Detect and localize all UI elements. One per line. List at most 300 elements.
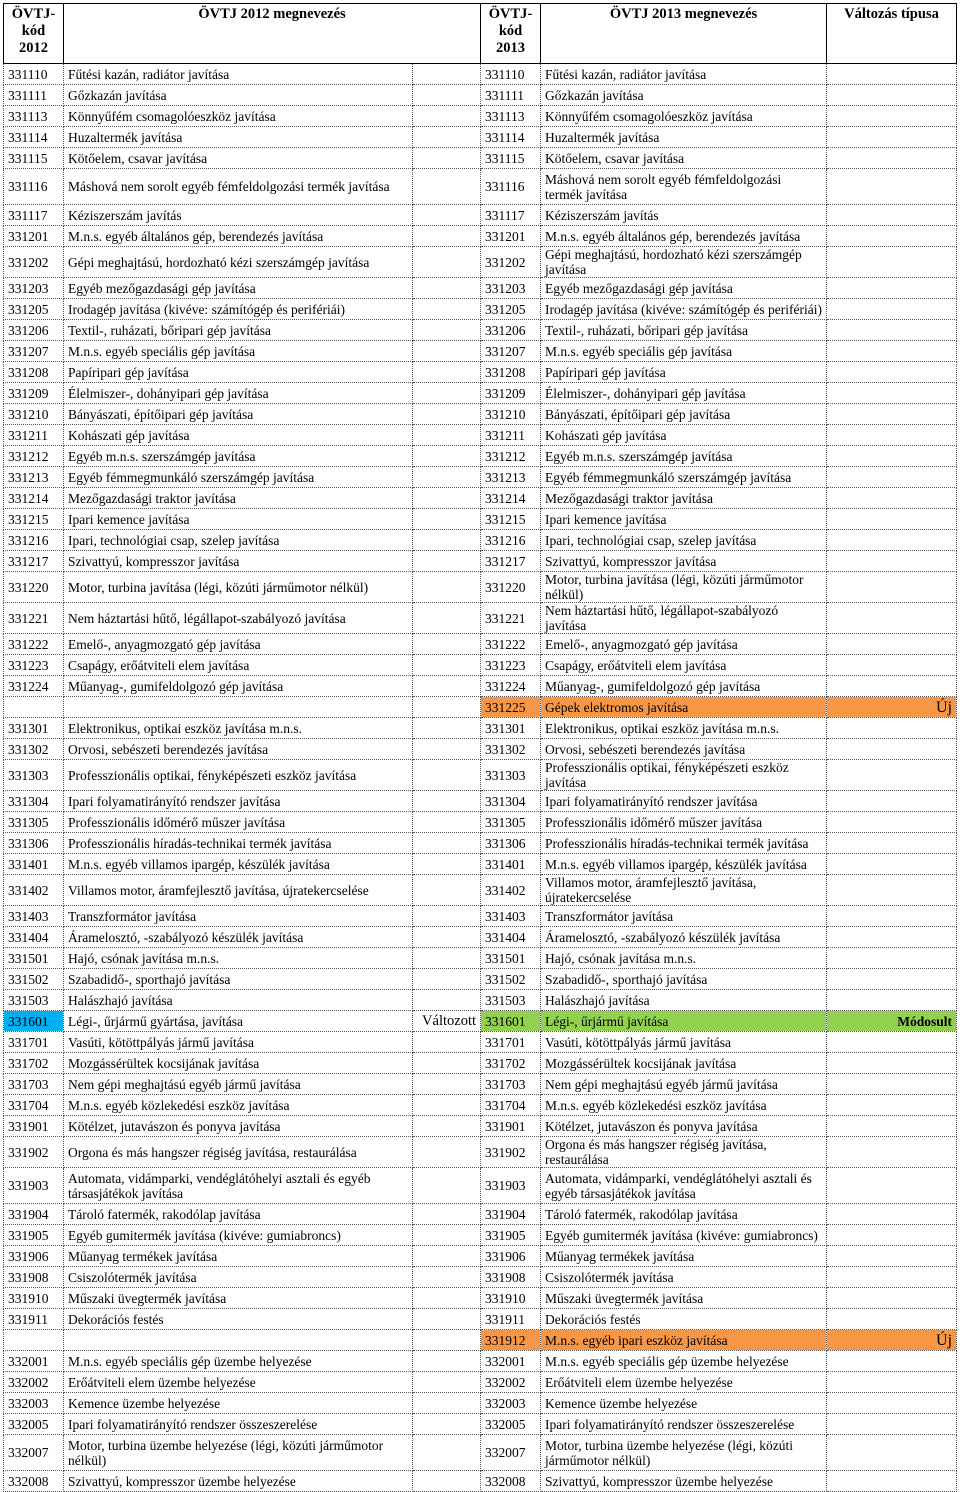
- code-2012-cell: 331502: [4, 969, 64, 990]
- table-row: [4, 551, 957, 572]
- name-2012-cell: Mezőgazdasági traktor javítása: [64, 488, 413, 509]
- code-2013-cell: 331222: [481, 634, 541, 655]
- name-2013-cell: Automata, vidámparki, vendéglátóhelyi asztali és egyéb társasjátékok javítása: [541, 1168, 827, 1204]
- name-2012-cell: [64, 1330, 413, 1351]
- change-type-cell: [827, 739, 957, 760]
- code-2013-cell: 331116: [481, 169, 541, 205]
- code-2012-cell: 331904: [4, 1204, 64, 1225]
- change-type-cell: [827, 1204, 957, 1225]
- code-2012-cell: 331206: [4, 320, 64, 341]
- code-2012-cell: 332008: [4, 1471, 64, 1492]
- change-2012-cell: [413, 1309, 481, 1330]
- table-row: [4, 969, 957, 990]
- name-2012-cell: Műanyag-, gumifeldolgozó gép javítása: [64, 676, 413, 697]
- code-2013-cell: 331217: [481, 551, 541, 572]
- change-type-cell: [827, 488, 957, 509]
- code-2013-cell: 331114: [481, 127, 541, 148]
- name-2012-cell: Vasúti, kötöttpályás jármű javítása: [64, 1032, 413, 1053]
- code-2012-cell: 331209: [4, 383, 64, 404]
- change-2012-cell: Változott: [413, 1011, 481, 1032]
- name-2012-cell: Transzformátor javítása: [64, 906, 413, 927]
- code-2012-cell: 331301: [4, 718, 64, 739]
- code-2012-cell: 331203: [4, 278, 64, 299]
- code-2012-cell: 331116: [4, 169, 64, 205]
- table-row: [4, 488, 957, 509]
- name-2013-cell: M.n.s. egyéb közlekedési eszköz javítása: [541, 1095, 827, 1116]
- table-row: [4, 106, 957, 127]
- change-2012-cell: [413, 969, 481, 990]
- table-row: [4, 676, 957, 697]
- change-type-cell: [827, 969, 957, 990]
- name-2013-cell: Egyéb mezőgazdasági gép javítása: [541, 278, 827, 299]
- name-2013-cell: Halászhajó javítása: [541, 990, 827, 1011]
- table-row: [4, 1435, 957, 1471]
- name-2013-cell: Erőátviteli elem üzembe helyezése: [541, 1372, 827, 1393]
- code-2013-cell: 331214: [481, 488, 541, 509]
- name-2012-cell: Áramelosztó, -szabályozó készülék javítása: [64, 927, 413, 948]
- table-row: [4, 299, 957, 320]
- change-2012-cell: [413, 1074, 481, 1095]
- table-row: [4, 1246, 957, 1267]
- name-2013-cell: Textil-, ruházati, bőripari gép javítása: [541, 320, 827, 341]
- name-2012-cell: Ipari, technológiai csap, szelep javítása: [64, 530, 413, 551]
- name-2012-cell: Erőátviteli elem üzembe helyezése: [64, 1372, 413, 1393]
- change-2012-cell: [413, 833, 481, 854]
- header-code-2013: ÖVTJ-kód 2013: [481, 4, 541, 64]
- name-2012-cell: Automata, vidámparki, vendéglátóhelyi asztali és egyéb társasjátékok javítása: [64, 1168, 413, 1204]
- change-2012-cell: [413, 1414, 481, 1435]
- code-2012-cell: 331302: [4, 739, 64, 760]
- name-2012-cell: Nem gépi meghajtású egyéb jármű javítása: [64, 1074, 413, 1095]
- table-row: [4, 1351, 957, 1372]
- code-2012-cell: 331216: [4, 530, 64, 551]
- code-2012-cell: 331903: [4, 1168, 64, 1204]
- table-row: [4, 1288, 957, 1309]
- change-type-cell: [827, 1393, 957, 1414]
- change-2012-cell: [413, 1246, 481, 1267]
- name-2012-cell: Papíripari gép javítása: [64, 362, 413, 383]
- name-2013-cell: M.n.s. egyéb speciális gép javítása: [541, 341, 827, 362]
- name-2013-cell: Szabadidő-, sporthajó javítása: [541, 969, 827, 990]
- table-row: [4, 990, 957, 1011]
- change-type-cell: [827, 854, 957, 875]
- change-2012-cell: [413, 1116, 481, 1137]
- name-2013-cell: Gépi meghajtású, hordozható kézi szerszámgép javítása: [541, 247, 827, 278]
- table-row: [4, 404, 957, 425]
- code-2013-cell: 331212: [481, 446, 541, 467]
- code-2013-cell: 331903: [481, 1168, 541, 1204]
- table-row: [4, 530, 957, 551]
- code-2012-cell: 331906: [4, 1246, 64, 1267]
- code-2012-cell: 331703: [4, 1074, 64, 1095]
- change-type-cell: [827, 169, 957, 205]
- name-2012-cell: Csapágy, erőátviteli elem javítása: [64, 655, 413, 676]
- name-2012-cell: Gépi meghajtású, hordozható kézi szerszámgép javítása: [64, 247, 413, 278]
- change-2012-cell: [413, 760, 481, 791]
- change-2012-cell: [413, 718, 481, 739]
- code-2012-cell: 331303: [4, 760, 64, 791]
- name-2013-cell: Professzionális időmérő műszer javítása: [541, 812, 827, 833]
- change-2012-cell: [413, 990, 481, 1011]
- change-2012-cell: [413, 739, 481, 760]
- name-2013-cell: Orvosi, sebészeti berendezés javítása: [541, 739, 827, 760]
- table-row: [4, 718, 957, 739]
- name-2012-cell: Ipari folyamatirányító rendszer összeszerelése: [64, 1414, 413, 1435]
- change-2012-cell: [413, 1351, 481, 1372]
- change-type-cell: [827, 791, 957, 812]
- code-2012-cell: 331212: [4, 446, 64, 467]
- code-2012-cell: [4, 1330, 64, 1351]
- change-type-cell: [827, 247, 957, 278]
- table-row: [4, 320, 957, 341]
- change-type-cell: [827, 148, 957, 169]
- name-2012-cell: Orvosi, sebészeti berendezés javítása: [64, 739, 413, 760]
- name-2013-cell: Áramelosztó, -szabályozó készülék javítása: [541, 927, 827, 948]
- table-row: [4, 603, 957, 634]
- code-2013-cell: 331111: [481, 85, 541, 106]
- code-2013-cell: 331703: [481, 1074, 541, 1095]
- name-2012-cell: Professzionális időmérő műszer javítása: [64, 812, 413, 833]
- code-2012-cell: 332003: [4, 1393, 64, 1414]
- change-2012-cell: [413, 603, 481, 634]
- name-2012-cell: Gőzkazán javítása: [64, 85, 413, 106]
- code-2013-cell: 331904: [481, 1204, 541, 1225]
- name-2012-cell: Mozgássérültek kocsijának javítása: [64, 1053, 413, 1074]
- code-2013-cell: 331503: [481, 990, 541, 1011]
- code-2012-cell: 331501: [4, 948, 64, 969]
- code-2013-cell: 331203: [481, 278, 541, 299]
- code-2012-cell: 331701: [4, 1032, 64, 1053]
- change-2012-cell: [413, 791, 481, 812]
- table-row: [4, 1204, 957, 1225]
- code-2012-cell: 331401: [4, 854, 64, 875]
- code-2013-cell: 332005: [481, 1414, 541, 1435]
- code-2013-cell: 331502: [481, 969, 541, 990]
- change-2012-cell: [413, 676, 481, 697]
- code-2012-cell: 331115: [4, 148, 64, 169]
- code-2013-cell: 331302: [481, 739, 541, 760]
- name-2013-cell: Műanyag-, gumifeldolgozó gép javítása: [541, 676, 827, 697]
- code-2013-cell: 332003: [481, 1393, 541, 1414]
- name-2013-cell: Légi-, űrjármű javítása: [541, 1011, 827, 1032]
- code-2012-cell: 331306: [4, 833, 64, 854]
- code-2012-cell: 331911: [4, 1309, 64, 1330]
- name-2013-cell: Kohászati gép javítása: [541, 425, 827, 446]
- name-2013-cell: Ipari folyamatirányító rendszer javítása: [541, 791, 827, 812]
- code-2013-cell: 331403: [481, 906, 541, 927]
- code-2013-cell: 331905: [481, 1225, 541, 1246]
- code-2012-cell: 331905: [4, 1225, 64, 1246]
- table-row: [4, 1032, 957, 1053]
- change-type-cell: [827, 1267, 957, 1288]
- code-2013-cell: 331206: [481, 320, 541, 341]
- name-2013-cell: Bányászati, építőipari gép javítása: [541, 404, 827, 425]
- change-type-cell: [827, 1414, 957, 1435]
- name-2012-cell: M.n.s. egyéb közlekedési eszköz javítása: [64, 1095, 413, 1116]
- name-2013-cell: Élelmiszer-, dohányipari gép javítása: [541, 383, 827, 404]
- change-type-cell: [827, 362, 957, 383]
- table-row: [4, 634, 957, 655]
- table-row: [4, 572, 957, 603]
- name-2012-cell: Orgona és más hangszer régiség javítása, restaurálása: [64, 1137, 413, 1168]
- name-2012-cell: M.n.s. egyéb villamos ipargép, készülék javítása: [64, 854, 413, 875]
- change-type-cell: [827, 655, 957, 676]
- table-row: [4, 205, 957, 226]
- table-row: [4, 127, 957, 148]
- table-row: [4, 1393, 957, 1414]
- change-2012-cell: [413, 927, 481, 948]
- change-2012-cell: [413, 278, 481, 299]
- change-type-cell: [827, 1116, 957, 1137]
- name-2013-cell: Tároló fatermék, rakodólap javítása: [541, 1204, 827, 1225]
- header-code-2012: ÖVTJ-kód 2012: [4, 4, 64, 64]
- code-2012-cell: 331601: [4, 1011, 64, 1032]
- change-type-cell: [827, 1471, 957, 1492]
- change-2012-cell: [413, 1267, 481, 1288]
- code-2012-cell: 331221: [4, 603, 64, 634]
- table-row: [4, 1011, 957, 1032]
- name-2012-cell: Élelmiszer-, dohányipari gép javítása: [64, 383, 413, 404]
- table-row: [4, 1330, 957, 1351]
- change-2012-cell: [413, 320, 481, 341]
- name-2012-cell: Ipari kemence javítása: [64, 509, 413, 530]
- change-type-cell: [827, 205, 957, 226]
- name-2012-cell: Professzionális híradás-technikai termék javítása: [64, 833, 413, 854]
- name-2013-cell: Kötőelem, csavar javítása: [541, 148, 827, 169]
- name-2012-cell: M.n.s. egyéb általános gép, berendezés javítása: [64, 226, 413, 247]
- table-row: [4, 467, 957, 488]
- name-2012-cell: Huzaltermék javítása: [64, 127, 413, 148]
- code-2012-cell: 331403: [4, 906, 64, 927]
- name-2012-cell: M.n.s. egyéb speciális gép javítása: [64, 341, 413, 362]
- change-type-cell: [827, 320, 957, 341]
- change-type-cell: [827, 634, 957, 655]
- change-2012-cell: [413, 362, 481, 383]
- table-row: [4, 247, 957, 278]
- code-2013-cell: 331221: [481, 603, 541, 634]
- code-2013-cell: 331501: [481, 948, 541, 969]
- code-2013-cell: 331908: [481, 1267, 541, 1288]
- code-2013-cell: 331213: [481, 467, 541, 488]
- change-2012-cell: [413, 1168, 481, 1204]
- table-row: [4, 148, 957, 169]
- code-2013-cell: 331224: [481, 676, 541, 697]
- code-2012-cell: 331114: [4, 127, 64, 148]
- table-row: [4, 1471, 957, 1492]
- table-row: [4, 383, 957, 404]
- name-2013-cell: M.n.s. egyéb ipari eszköz javítása: [541, 1330, 827, 1351]
- change-type-cell: [827, 1225, 957, 1246]
- name-2013-cell: Professzionális híradás-technikai termék javítása: [541, 833, 827, 854]
- change-2012-cell: [413, 127, 481, 148]
- code-2012-cell: 331213: [4, 467, 64, 488]
- table-row: [4, 1309, 957, 1330]
- table-row: [4, 1074, 957, 1095]
- name-2013-cell: Ipari, technológiai csap, szelep javítása: [541, 530, 827, 551]
- name-2013-cell: Kötélzet, jutavászon és ponyva javítása: [541, 1116, 827, 1137]
- code-2013-cell: 331117: [481, 205, 541, 226]
- code-2013-cell: 331906: [481, 1246, 541, 1267]
- table-row: [4, 226, 957, 247]
- change-2012-cell: [413, 64, 481, 85]
- code-2012-cell: 331503: [4, 990, 64, 1011]
- name-2012-cell: Egyéb fémmegmunkáló szerszámgép javítása: [64, 467, 413, 488]
- table-row: [4, 85, 957, 106]
- name-2013-cell: Egyéb fémmegmunkáló szerszámgép javítása: [541, 467, 827, 488]
- code-2013-cell: 332007: [481, 1435, 541, 1471]
- name-2013-cell: Kemence üzembe helyezése: [541, 1393, 827, 1414]
- change-type-cell: [827, 106, 957, 127]
- change-type-cell: [827, 572, 957, 603]
- code-2013-cell: 331205: [481, 299, 541, 320]
- change-type-cell: [827, 1351, 957, 1372]
- code-2013-cell: 331210: [481, 404, 541, 425]
- name-2012-cell: Bányászati, építőipari gép javítása: [64, 404, 413, 425]
- name-2012-cell: Máshová nem sorolt egyéb fémfeldolgozási termék javítása: [64, 169, 413, 205]
- name-2013-cell: Elektronikus, optikai eszköz javítása m.n.s.: [541, 718, 827, 739]
- change-type-cell: [827, 1074, 957, 1095]
- code-2012-cell: 331210: [4, 404, 64, 425]
- name-2012-cell: Professzionális optikai, fényképészeti eszköz javítása: [64, 760, 413, 791]
- code-2012-cell: 331223: [4, 655, 64, 676]
- code-2013-cell: 331223: [481, 655, 541, 676]
- change-2012-cell: [413, 425, 481, 446]
- code-2012-cell: 331214: [4, 488, 64, 509]
- name-2013-cell: Szivattyú, kompresszor üzembe helyezése: [541, 1471, 827, 1492]
- header-row: [4, 4, 957, 64]
- header-name-2012: ÖVTJ 2012 megnevezés: [64, 4, 481, 64]
- table-row: [4, 1053, 957, 1074]
- change-type-cell: Módosult: [827, 1011, 957, 1032]
- code-2013-cell: 331912: [481, 1330, 541, 1351]
- name-2013-cell: Máshová nem sorolt egyéb fémfeldolgozási termék javítása: [541, 169, 827, 205]
- change-2012-cell: [413, 1095, 481, 1116]
- table-row: [4, 1225, 957, 1246]
- name-2013-cell: Hajó, csónak javítása m.n.s.: [541, 948, 827, 969]
- change-2012-cell: [413, 551, 481, 572]
- code-2013-cell: 331202: [481, 247, 541, 278]
- code-2012-cell: 331217: [4, 551, 64, 572]
- name-2012-cell: Emelő-, anyagmozgató gép javítása: [64, 634, 413, 655]
- change-2012-cell: [413, 906, 481, 927]
- code-2013-cell: 331211: [481, 425, 541, 446]
- change-type-cell: Új: [827, 1330, 957, 1351]
- table-row: [4, 760, 957, 791]
- name-2013-cell: Nem háztartási hűtő, légállapot-szabályozó javítása: [541, 603, 827, 634]
- table-row: [4, 425, 957, 446]
- name-2012-cell: Motor, turbina javítása (légi, közúti járműmotor nélkül): [64, 572, 413, 603]
- change-type-cell: [827, 404, 957, 425]
- change-type-cell: [827, 85, 957, 106]
- name-2013-cell: Mezőgazdasági traktor javítása: [541, 488, 827, 509]
- change-2012-cell: [413, 1204, 481, 1225]
- change-2012-cell: [413, 148, 481, 169]
- name-2013-cell: Villamos motor, áramfejlesztő javítása, újratekercselése: [541, 875, 827, 906]
- code-2012-cell: 331704: [4, 1095, 64, 1116]
- name-2012-cell: Villamos motor, áramfejlesztő javítása, újratekercselése: [64, 875, 413, 906]
- table-row: [4, 1168, 957, 1204]
- table-row: [4, 1267, 957, 1288]
- change-2012-cell: [413, 106, 481, 127]
- code-2013-cell: 331601: [481, 1011, 541, 1032]
- change-type-cell: [827, 990, 957, 1011]
- code-2013-cell: 331910: [481, 1288, 541, 1309]
- change-2012-cell: [413, 854, 481, 875]
- name-2013-cell: Gépek elektromos javítása: [541, 697, 827, 718]
- change-type-cell: [827, 341, 957, 362]
- code-2012-cell: 331910: [4, 1288, 64, 1309]
- code-2013-cell: 331306: [481, 833, 541, 854]
- change-type-cell: [827, 530, 957, 551]
- change-2012-cell: [413, 1053, 481, 1074]
- name-2012-cell: Irodagép javítása (kivéve: számítógép és perifériái): [64, 299, 413, 320]
- name-2012-cell: Műanyag termékek javítása: [64, 1246, 413, 1267]
- code-2013-cell: 331301: [481, 718, 541, 739]
- change-type-cell: [827, 718, 957, 739]
- change-2012-cell: [413, 1330, 481, 1351]
- code-2013-cell: 331208: [481, 362, 541, 383]
- change-type-cell: [827, 425, 957, 446]
- change-2012-cell: [413, 634, 481, 655]
- name-2012-cell: Könnyűfém csomagolóeszköz javítása: [64, 106, 413, 127]
- name-2013-cell: Egyéb gumitermék javítása (kivéve: gumiabroncs): [541, 1225, 827, 1246]
- name-2013-cell: Ipari folyamatirányító rendszer összeszerelése: [541, 1414, 827, 1435]
- change-2012-cell: [413, 1032, 481, 1053]
- code-2013-cell: 332008: [481, 1471, 541, 1492]
- name-2013-cell: Szivattyú, kompresszor javítása: [541, 551, 827, 572]
- table-row: [4, 906, 957, 927]
- name-2013-cell: Egyéb m.n.s. szerszámgép javítása: [541, 446, 827, 467]
- code-2013-cell: 331901: [481, 1116, 541, 1137]
- name-2012-cell: Csiszolótermék javítása: [64, 1267, 413, 1288]
- change-2012-cell: [413, 226, 481, 247]
- change-type-cell: [827, 676, 957, 697]
- name-2012-cell: Kemence üzembe helyezése: [64, 1393, 413, 1414]
- table-row: [4, 1095, 957, 1116]
- name-2013-cell: Dekorációs festés: [541, 1309, 827, 1330]
- code-2013-cell: 331220: [481, 572, 541, 603]
- code-2013-cell: 331215: [481, 509, 541, 530]
- code-2013-cell: 331702: [481, 1053, 541, 1074]
- change-type-cell: [827, 278, 957, 299]
- change-2012-cell: [413, 467, 481, 488]
- change-2012-cell: [413, 404, 481, 425]
- change-type-cell: [827, 467, 957, 488]
- change-type-cell: [827, 875, 957, 906]
- code-2013-cell: 331402: [481, 875, 541, 906]
- name-2013-cell: Vasúti, kötöttpályás jármű javítása: [541, 1032, 827, 1053]
- name-2013-cell: Huzaltermék javítása: [541, 127, 827, 148]
- name-2013-cell: Ipari kemence javítása: [541, 509, 827, 530]
- code-2012-cell: 331222: [4, 634, 64, 655]
- change-2012-cell: [413, 85, 481, 106]
- change-2012-cell: [413, 1471, 481, 1492]
- change-2012-cell: [413, 169, 481, 205]
- change-type-cell: [827, 299, 957, 320]
- code-2012-cell: 331304: [4, 791, 64, 812]
- change-type-cell: [827, 1032, 957, 1053]
- change-type-cell: [827, 927, 957, 948]
- code-2012-cell: 331215: [4, 509, 64, 530]
- name-2013-cell: Motor, turbina javítása (légi, közúti járműmotor nélkül): [541, 572, 827, 603]
- change-type-cell: [827, 1168, 957, 1204]
- table-row: [4, 697, 957, 718]
- name-2013-cell: Professzionális optikai, fényképészeti eszköz javítása: [541, 760, 827, 791]
- code-2012-cell: 331901: [4, 1116, 64, 1137]
- change-2012-cell: [413, 446, 481, 467]
- name-2012-cell: Egyéb m.n.s. szerszámgép javítása: [64, 446, 413, 467]
- name-2013-cell: Mozgássérültek kocsijának javítása: [541, 1053, 827, 1074]
